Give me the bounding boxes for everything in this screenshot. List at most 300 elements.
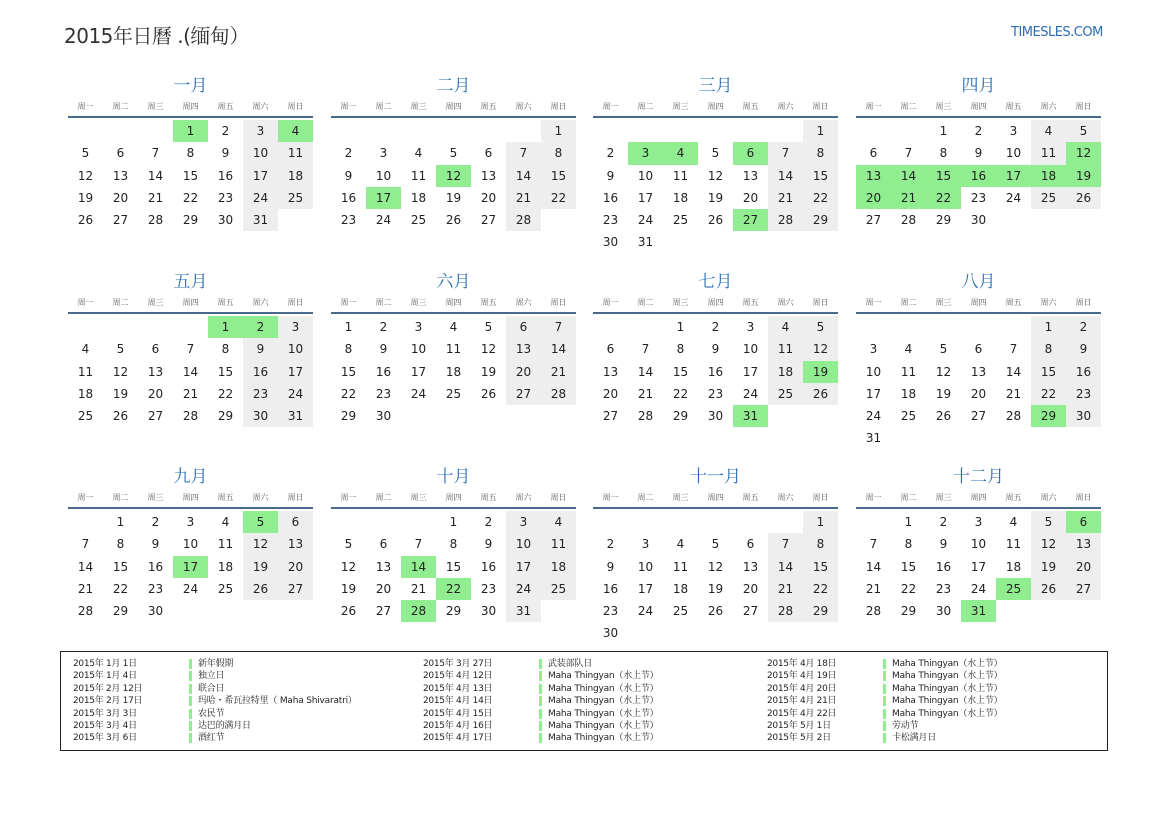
day-cell[interactable]: 13 <box>480 168 497 183</box>
day-cell[interactable]: 27 <box>865 213 882 228</box>
day-cell[interactable]: 15 <box>340 364 357 379</box>
holiday-day-cell[interactable]: 21 <box>891 187 926 209</box>
day-cell[interactable]: 14 <box>768 165 803 187</box>
day-cell[interactable]: 14 <box>541 338 576 360</box>
day-cell[interactable]: 10 <box>410 342 427 357</box>
day-cell[interactable]: 3 <box>746 320 755 334</box>
day-cell[interactable]: 18 <box>445 364 462 379</box>
day-cell[interactable]: 6 <box>278 511 313 533</box>
day-cell[interactable]: 18 <box>672 581 689 596</box>
day-cell[interactable]: 2 <box>379 320 388 334</box>
day-cell[interactable]: 31 <box>278 405 313 427</box>
day-cell[interactable]: 19 <box>340 581 357 596</box>
day-cell[interactable]: 20 <box>1066 556 1101 578</box>
day-cell[interactable]: 10 <box>182 537 199 552</box>
day-cell[interactable]: 9 <box>151 537 160 552</box>
day-cell[interactable]: 25 <box>77 409 94 424</box>
day-cell[interactable]: 16 <box>707 364 724 379</box>
day-cell[interactable]: 15 <box>803 165 838 187</box>
day-cell[interactable]: 28 <box>768 209 803 231</box>
day-cell[interactable]: 3 <box>974 515 983 529</box>
holiday-day-cell[interactable]: 29 <box>1031 405 1066 427</box>
day-cell[interactable]: 23 <box>970 190 987 205</box>
day-cell[interactable]: 3 <box>1009 124 1018 138</box>
day-cell[interactable]: 6 <box>116 146 125 161</box>
day-cell[interactable]: 10 <box>637 168 654 183</box>
day-cell[interactable]: 11 <box>410 168 427 183</box>
day-cell[interactable]: 16 <box>602 581 619 596</box>
day-cell[interactable]: 27 <box>602 409 619 424</box>
holiday-day-cell[interactable]: 1 <box>173 120 208 142</box>
day-cell[interactable]: 28 <box>865 604 882 619</box>
day-cell[interactable]: 9 <box>221 146 230 161</box>
day-cell[interactable]: 13 <box>506 338 541 360</box>
day-cell[interactable]: 6 <box>746 537 755 552</box>
day-cell[interactable]: 15 <box>803 556 838 578</box>
day-cell[interactable]: 29 <box>672 409 689 424</box>
day-cell[interactable]: 11 <box>1031 142 1066 164</box>
day-cell[interactable]: 24 <box>278 383 313 405</box>
day-cell[interactable]: 18 <box>1005 559 1022 574</box>
day-cell[interactable]: 5 <box>711 146 720 161</box>
day-cell[interactable]: 22 <box>217 386 234 401</box>
holiday-day-cell[interactable]: 22 <box>926 187 961 209</box>
day-cell[interactable]: 26 <box>707 213 724 228</box>
holiday-day-cell[interactable]: 4 <box>663 142 698 164</box>
day-cell[interactable]: 4 <box>768 316 803 338</box>
day-cell[interactable]: 8 <box>676 342 685 357</box>
day-cell[interactable]: 11 <box>77 364 94 379</box>
day-cell[interactable]: 31 <box>637 235 654 250</box>
day-cell[interactable]: 11 <box>672 559 689 574</box>
day-cell[interactable]: 22 <box>803 187 838 209</box>
day-cell[interactable]: 23 <box>375 386 392 401</box>
day-cell[interactable]: 15 <box>1031 361 1066 383</box>
day-cell[interactable]: 30 <box>935 604 952 619</box>
day-cell[interactable]: 23 <box>480 581 497 596</box>
day-cell[interactable]: 8 <box>116 537 125 552</box>
day-cell[interactable]: 16 <box>480 559 497 574</box>
day-cell[interactable]: 10 <box>506 533 541 555</box>
holiday-day-cell[interactable]: 17 <box>366 187 401 209</box>
day-cell[interactable]: 16 <box>935 559 952 574</box>
day-cell[interactable]: 5 <box>939 342 948 357</box>
day-cell[interactable]: 11 <box>672 168 689 183</box>
day-cell[interactable]: 19 <box>243 556 278 578</box>
day-cell[interactable]: 8 <box>449 537 458 552</box>
day-cell[interactable]: 9 <box>606 168 615 183</box>
day-cell[interactable]: 3 <box>641 537 650 552</box>
day-cell[interactable]: 30 <box>602 626 619 641</box>
day-cell[interactable]: 1 <box>803 120 838 142</box>
day-cell[interactable]: 22 <box>182 190 199 205</box>
holiday-day-cell[interactable]: 31 <box>961 600 996 622</box>
day-cell[interactable]: 5 <box>1031 511 1066 533</box>
day-cell[interactable]: 10 <box>278 338 313 360</box>
day-cell[interactable]: 2 <box>711 320 720 334</box>
day-cell[interactable]: 23 <box>243 383 278 405</box>
day-cell[interactable]: 26 <box>707 604 724 619</box>
day-cell[interactable]: 4 <box>221 515 230 529</box>
day-cell[interactable]: 3 <box>186 515 195 529</box>
day-cell[interactable]: 9 <box>974 146 983 161</box>
day-cell[interactable]: 22 <box>340 386 357 401</box>
day-cell[interactable]: 20 <box>602 386 619 401</box>
day-cell[interactable]: 7 <box>541 316 576 338</box>
day-cell[interactable]: 23 <box>707 386 724 401</box>
day-cell[interactable]: 18 <box>278 165 313 187</box>
day-cell[interactable]: 20 <box>742 581 759 596</box>
day-cell[interactable]: 4 <box>449 320 458 334</box>
day-cell[interactable]: 18 <box>900 386 917 401</box>
day-cell[interactable]: 31 <box>865 431 882 446</box>
day-cell[interactable]: 29 <box>900 604 917 619</box>
holiday-day-cell[interactable]: 22 <box>436 578 471 600</box>
day-cell[interactable]: 8 <box>541 142 576 164</box>
day-cell[interactable]: 4 <box>541 511 576 533</box>
day-cell[interactable]: 12 <box>707 559 724 574</box>
day-cell[interactable]: 21 <box>77 581 94 596</box>
day-cell[interactable]: 26 <box>803 383 838 405</box>
day-cell[interactable]: 28 <box>1005 409 1022 424</box>
day-cell[interactable]: 2 <box>606 146 615 161</box>
holiday-day-cell[interactable]: 18 <box>1031 165 1066 187</box>
day-cell[interactable]: 26 <box>112 409 129 424</box>
day-cell[interactable]: 10 <box>970 537 987 552</box>
day-cell[interactable]: 13 <box>742 559 759 574</box>
day-cell[interactable]: 11 <box>900 364 917 379</box>
day-cell[interactable]: 20 <box>112 190 129 205</box>
day-cell[interactable]: 12 <box>480 342 497 357</box>
day-cell[interactable]: 27 <box>1066 578 1101 600</box>
day-cell[interactable]: 25 <box>278 187 313 209</box>
day-cell[interactable]: 15 <box>445 559 462 574</box>
day-cell[interactable]: 5 <box>803 316 838 338</box>
day-cell[interactable]: 19 <box>707 190 724 205</box>
day-cell[interactable]: 22 <box>1031 383 1066 405</box>
day-cell[interactable]: 6 <box>606 342 615 357</box>
day-cell[interactable]: 23 <box>602 604 619 619</box>
day-cell[interactable]: 12 <box>803 338 838 360</box>
day-cell[interactable]: 23 <box>602 213 619 228</box>
day-cell[interactable]: 27 <box>147 409 164 424</box>
day-cell[interactable]: 19 <box>112 386 129 401</box>
day-cell[interactable]: 20 <box>970 386 987 401</box>
day-cell[interactable]: 5 <box>711 537 720 552</box>
day-cell[interactable]: 27 <box>506 383 541 405</box>
day-cell[interactable]: 19 <box>480 364 497 379</box>
day-cell[interactable]: 1 <box>344 320 353 334</box>
day-cell[interactable]: 20 <box>480 190 497 205</box>
day-cell[interactable]: 15 <box>541 165 576 187</box>
day-cell[interactable]: 11 <box>541 533 576 555</box>
day-cell[interactable]: 26 <box>1031 578 1066 600</box>
day-cell[interactable]: 1 <box>904 515 913 529</box>
day-cell[interactable]: 14 <box>637 364 654 379</box>
day-cell[interactable]: 29 <box>182 213 199 228</box>
day-cell[interactable]: 15 <box>900 559 917 574</box>
day-cell[interactable]: 14 <box>506 165 541 187</box>
day-cell[interactable]: 6 <box>484 146 493 161</box>
day-cell[interactable]: 23 <box>217 190 234 205</box>
holiday-day-cell[interactable]: 6 <box>733 142 768 164</box>
day-cell[interactable]: 17 <box>410 364 427 379</box>
day-cell[interactable]: 22 <box>541 187 576 209</box>
day-cell[interactable]: 9 <box>1066 338 1101 360</box>
holiday-day-cell[interactable]: 12 <box>1066 142 1101 164</box>
day-cell[interactable]: 1 <box>541 120 576 142</box>
day-cell[interactable]: 7 <box>186 342 195 357</box>
day-cell[interactable]: 26 <box>480 386 497 401</box>
day-cell[interactable]: 7 <box>904 146 913 161</box>
day-cell[interactable]: 16 <box>217 168 234 183</box>
day-cell[interactable]: 29 <box>803 600 838 622</box>
day-cell[interactable]: 11 <box>278 142 313 164</box>
day-cell[interactable]: 12 <box>935 364 952 379</box>
day-cell[interactable]: 13 <box>1066 533 1101 555</box>
day-cell[interactable]: 6 <box>151 342 160 357</box>
day-cell[interactable]: 4 <box>904 342 913 357</box>
day-cell[interactable]: 15 <box>112 559 129 574</box>
day-cell[interactable]: 30 <box>375 409 392 424</box>
day-cell[interactable]: 19 <box>445 190 462 205</box>
day-cell[interactable]: 28 <box>541 383 576 405</box>
day-cell[interactable]: 24 <box>375 213 392 228</box>
holiday-day-cell[interactable]: 19 <box>1066 165 1101 187</box>
day-cell[interactable]: 29 <box>112 604 129 619</box>
holiday-day-cell[interactable]: 15 <box>926 165 961 187</box>
day-cell[interactable]: 2 <box>974 124 983 138</box>
day-cell[interactable]: 15 <box>672 364 689 379</box>
day-cell[interactable]: 25 <box>672 213 689 228</box>
day-cell[interactable]: 21 <box>768 187 803 209</box>
day-cell[interactable]: 25 <box>541 578 576 600</box>
day-cell[interactable]: 30 <box>970 213 987 228</box>
day-cell[interactable]: 31 <box>243 209 278 231</box>
day-cell[interactable]: 10 <box>375 168 392 183</box>
day-cell[interactable]: 26 <box>1066 187 1101 209</box>
day-cell[interactable]: 25 <box>410 213 427 228</box>
day-cell[interactable]: 8 <box>1031 338 1066 360</box>
day-cell[interactable]: 24 <box>970 581 987 596</box>
day-cell[interactable]: 1 <box>676 320 685 334</box>
day-cell[interactable]: 9 <box>606 559 615 574</box>
day-cell[interactable]: 17 <box>865 386 882 401</box>
day-cell[interactable]: 6 <box>379 537 388 552</box>
day-cell[interactable]: 8 <box>803 142 838 164</box>
day-cell[interactable]: 7 <box>768 142 803 164</box>
day-cell[interactable]: 9 <box>379 342 388 357</box>
day-cell[interactable]: 30 <box>147 604 164 619</box>
day-cell[interactable]: 25 <box>900 409 917 424</box>
day-cell[interactable]: 21 <box>182 386 199 401</box>
day-cell[interactable]: 18 <box>672 190 689 205</box>
day-cell[interactable]: 24 <box>182 581 199 596</box>
day-cell[interactable]: 11 <box>445 342 462 357</box>
day-cell[interactable]: 5 <box>449 146 458 161</box>
day-cell[interactable]: 28 <box>900 213 917 228</box>
holiday-day-cell[interactable]: 13 <box>856 165 891 187</box>
day-cell[interactable]: 14 <box>768 556 803 578</box>
day-cell[interactable]: 6 <box>974 342 983 357</box>
day-cell[interactable]: 16 <box>602 190 619 205</box>
day-cell[interactable]: 5 <box>116 342 125 357</box>
day-cell[interactable]: 15 <box>182 168 199 183</box>
day-cell[interactable]: 2 <box>151 515 160 529</box>
day-cell[interactable]: 10 <box>865 364 882 379</box>
day-cell[interactable]: 14 <box>182 364 199 379</box>
day-cell[interactable]: 8 <box>221 342 230 357</box>
day-cell[interactable]: 7 <box>81 537 90 552</box>
day-cell[interactable]: 30 <box>217 213 234 228</box>
day-cell[interactable]: 1 <box>116 515 125 529</box>
day-cell[interactable]: 27 <box>278 578 313 600</box>
day-cell[interactable]: 14 <box>147 168 164 183</box>
day-cell[interactable]: 21 <box>637 386 654 401</box>
day-cell[interactable]: 26 <box>935 409 952 424</box>
day-cell[interactable]: 4 <box>414 146 423 161</box>
day-cell[interactable]: 22 <box>900 581 917 596</box>
day-cell[interactable]: 2 <box>344 146 353 161</box>
day-cell[interactable]: 24 <box>637 213 654 228</box>
holiday-day-cell[interactable]: 2 <box>243 316 278 338</box>
holiday-day-cell[interactable]: 19 <box>803 361 838 383</box>
holiday-day-cell[interactable]: 5 <box>243 511 278 533</box>
day-cell[interactable]: 30 <box>1066 405 1101 427</box>
day-cell[interactable]: 24 <box>865 409 882 424</box>
day-cell[interactable]: 10 <box>637 559 654 574</box>
day-cell[interactable]: 12 <box>707 168 724 183</box>
day-cell[interactable]: 23 <box>340 213 357 228</box>
day-cell[interactable]: 26 <box>445 213 462 228</box>
holiday-day-cell[interactable]: 14 <box>401 556 436 578</box>
holiday-day-cell[interactable]: 17 <box>996 165 1031 187</box>
day-cell[interactable]: 28 <box>768 600 803 622</box>
day-cell[interactable]: 20 <box>278 556 313 578</box>
day-cell[interactable]: 31 <box>506 600 541 622</box>
holiday-day-cell[interactable]: 17 <box>173 556 208 578</box>
day-cell[interactable]: 13 <box>147 364 164 379</box>
day-cell[interactable]: 23 <box>1066 383 1101 405</box>
day-cell[interactable]: 30 <box>480 604 497 619</box>
day-cell[interactable]: 24 <box>410 386 427 401</box>
day-cell[interactable]: 12 <box>243 533 278 555</box>
day-cell[interactable]: 9 <box>243 338 278 360</box>
day-cell[interactable]: 12 <box>1031 533 1066 555</box>
day-cell[interactable]: 1 <box>1031 316 1066 338</box>
day-cell[interactable]: 8 <box>344 342 353 357</box>
day-cell[interactable]: 6 <box>506 316 541 338</box>
day-cell[interactable]: 17 <box>970 559 987 574</box>
day-cell[interactable]: 28 <box>506 209 541 231</box>
day-cell[interactable]: 4 <box>676 537 685 552</box>
holiday-day-cell[interactable]: 12 <box>436 165 471 187</box>
day-cell[interactable]: 21 <box>768 578 803 600</box>
day-cell[interactable]: 26 <box>340 604 357 619</box>
day-cell[interactable]: 1 <box>939 124 948 138</box>
day-cell[interactable]: 7 <box>1009 342 1018 357</box>
day-cell[interactable]: 8 <box>803 533 838 555</box>
day-cell[interactable]: 3 <box>379 146 388 161</box>
holiday-day-cell[interactable]: 28 <box>401 600 436 622</box>
day-cell[interactable]: 22 <box>672 386 689 401</box>
day-cell[interactable]: 13 <box>742 168 759 183</box>
holiday-day-cell[interactable]: 16 <box>961 165 996 187</box>
day-cell[interactable]: 16 <box>1066 361 1101 383</box>
day-cell[interactable]: 9 <box>711 342 720 357</box>
day-cell[interactable]: 18 <box>768 361 803 383</box>
day-cell[interactable]: 13 <box>602 364 619 379</box>
day-cell[interactable]: 19 <box>707 581 724 596</box>
day-cell[interactable]: 29 <box>935 213 952 228</box>
day-cell[interactable]: 8 <box>939 146 948 161</box>
day-cell[interactable]: 13 <box>375 559 392 574</box>
day-cell[interactable]: 14 <box>865 559 882 574</box>
day-cell[interactable]: 8 <box>186 146 195 161</box>
day-cell[interactable]: 28 <box>637 409 654 424</box>
day-cell[interactable]: 27 <box>480 213 497 228</box>
day-cell[interactable]: 30 <box>707 409 724 424</box>
day-cell[interactable]: 27 <box>742 604 759 619</box>
day-cell[interactable]: 5 <box>484 320 493 334</box>
day-cell[interactable]: 23 <box>935 581 952 596</box>
day-cell[interactable]: 21 <box>410 581 427 596</box>
day-cell[interactable]: 17 <box>506 556 541 578</box>
day-cell[interactable]: 25 <box>672 604 689 619</box>
day-cell[interactable]: 2 <box>484 515 493 529</box>
day-cell[interactable]: 13 <box>278 533 313 555</box>
day-cell[interactable]: 28 <box>147 213 164 228</box>
day-cell[interactable]: 3 <box>506 511 541 533</box>
day-cell[interactable]: 27 <box>970 409 987 424</box>
day-cell[interactable]: 20 <box>147 386 164 401</box>
day-cell[interactable]: 11 <box>217 537 234 552</box>
day-cell[interactable]: 16 <box>375 364 392 379</box>
holiday-day-cell[interactable]: 6 <box>1066 511 1101 533</box>
day-cell[interactable]: 9 <box>344 168 353 183</box>
day-cell[interactable]: 4 <box>1009 515 1018 529</box>
day-cell[interactable]: 24 <box>243 187 278 209</box>
day-cell[interactable]: 17 <box>637 581 654 596</box>
holiday-day-cell[interactable]: 27 <box>733 209 768 231</box>
day-cell[interactable]: 25 <box>217 581 234 596</box>
day-cell[interactable]: 29 <box>445 604 462 619</box>
day-cell[interactable]: 16 <box>340 190 357 205</box>
day-cell[interactable]: 26 <box>77 213 94 228</box>
day-cell[interactable]: 5 <box>81 146 90 161</box>
day-cell[interactable]: 25 <box>768 383 803 405</box>
day-cell[interactable]: 24 <box>637 604 654 619</box>
day-cell[interactable]: 21 <box>506 187 541 209</box>
day-cell[interactable]: 25 <box>445 386 462 401</box>
day-cell[interactable]: 2 <box>939 515 948 529</box>
day-cell[interactable]: 6 <box>869 146 878 161</box>
day-cell[interactable]: 26 <box>243 578 278 600</box>
day-cell[interactable]: 7 <box>414 537 423 552</box>
day-cell[interactable]: 21 <box>1005 386 1022 401</box>
day-cell[interactable]: 19 <box>1031 556 1066 578</box>
day-cell[interactable]: 13 <box>112 168 129 183</box>
day-cell[interactable]: 4 <box>1031 120 1066 142</box>
day-cell[interactable]: 17 <box>637 190 654 205</box>
day-cell[interactable]: 24 <box>742 386 759 401</box>
day-cell[interactable]: 25 <box>1031 187 1066 209</box>
day-cell[interactable]: 2 <box>606 537 615 552</box>
day-cell[interactable]: 21 <box>865 581 882 596</box>
day-cell[interactable]: 28 <box>77 604 94 619</box>
day-cell[interactable]: 14 <box>77 559 94 574</box>
day-cell[interactable]: 20 <box>375 581 392 596</box>
